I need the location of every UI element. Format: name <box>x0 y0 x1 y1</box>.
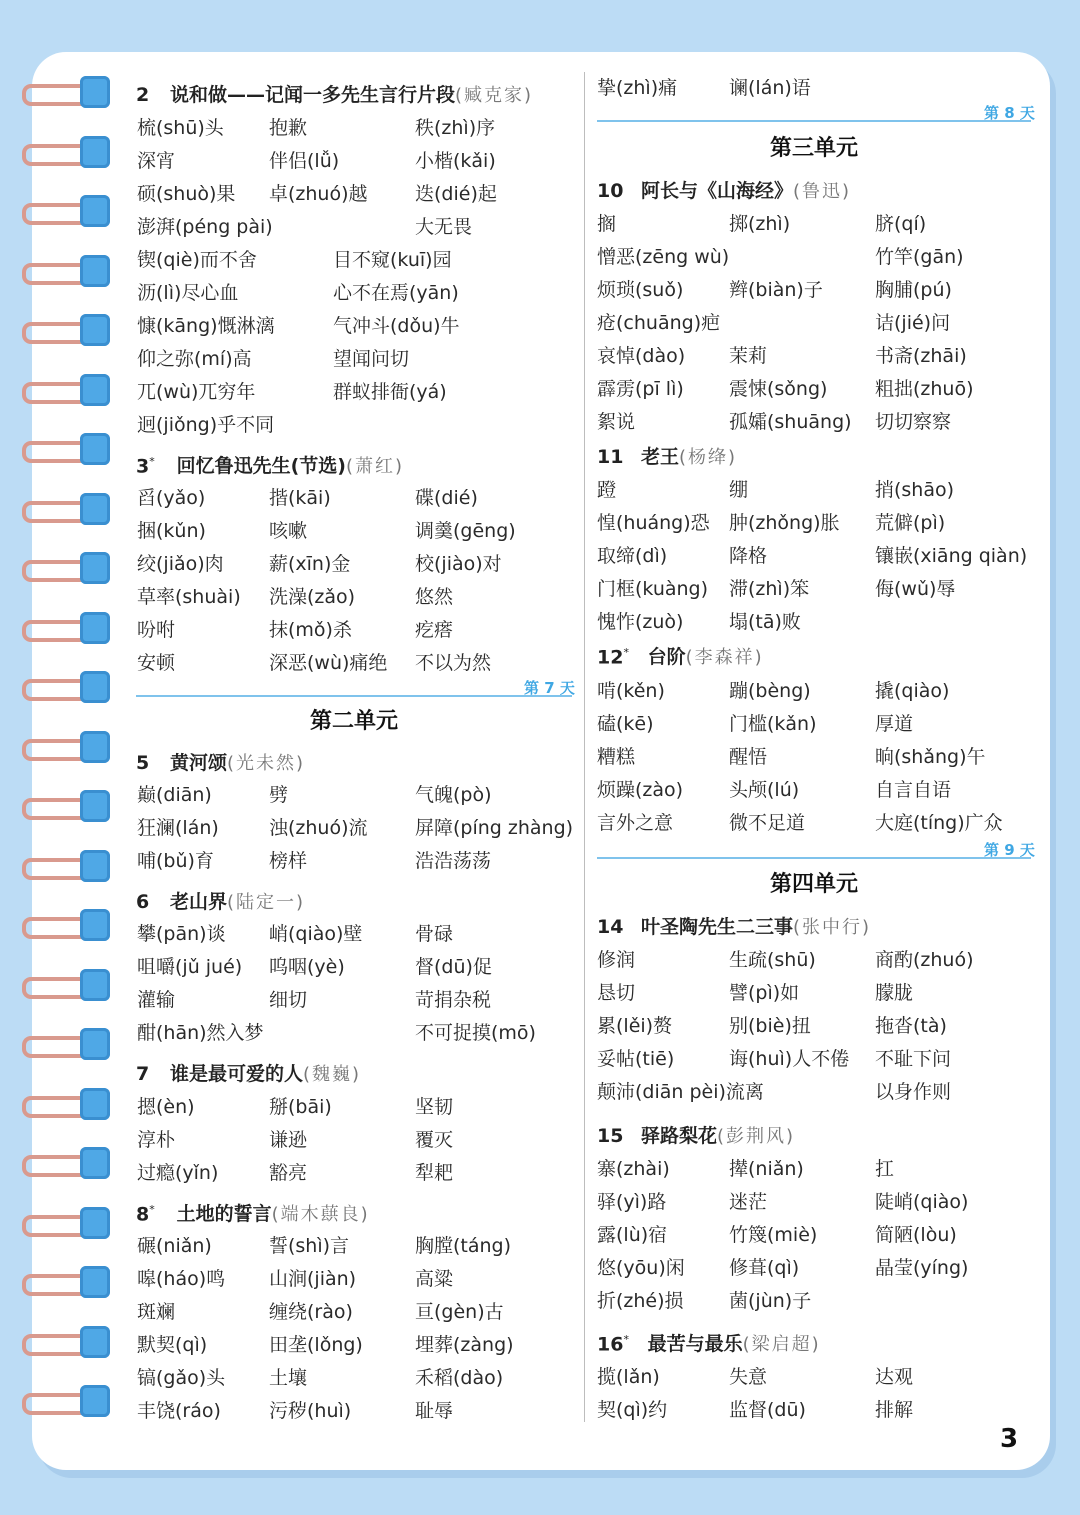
spiral-ring <box>22 671 110 705</box>
lesson-author: (臧克家) <box>455 85 534 106</box>
lesson-title: 阿长与《山海经》 <box>641 180 794 202</box>
lesson-heading <box>597 442 737 469</box>
vocab-word: 群蚁排衙(yá) <box>333 381 447 403</box>
vocab-word: 搁 <box>597 213 617 235</box>
vocab-word: 污秽(huì) <box>269 1400 352 1422</box>
lesson-author: (陆定一) <box>227 892 306 913</box>
vocab-word: 舀(yǎo) <box>137 487 206 509</box>
vocab-word: 草率(shuài) <box>137 586 241 608</box>
vocab-word: 高粱 <box>415 1268 454 1290</box>
spiral-ring <box>22 1385 110 1419</box>
vocab-word: 滞(zhì)笨 <box>729 578 810 600</box>
vocab-word: 自言自语 <box>875 779 952 801</box>
vocab-word: 默契(qì) <box>137 1334 208 1356</box>
vocab-word: 达观 <box>875 1366 914 1388</box>
vocab-word: 菌(jùn)子 <box>729 1290 812 1312</box>
vocab-word: 书斋(zhāi) <box>875 345 967 367</box>
vocab-word: 灌输 <box>137 989 176 1011</box>
lesson-number: 2 <box>136 84 150 106</box>
vocab-word: 头颅(lú) <box>729 779 800 801</box>
spiral-ring <box>22 314 110 348</box>
lesson-title: 谁是最可爱的人 <box>170 1063 304 1085</box>
vocab-word: 气冲斗(dǒu)牛 <box>333 315 460 337</box>
vocab-word: 不耻下问 <box>875 1048 952 1070</box>
spiral-ring <box>22 790 110 824</box>
vocab-word: 陡峭(qiào) <box>875 1191 969 1213</box>
lesson-heading <box>597 912 871 939</box>
vocab-word: 监督(dū) <box>729 1399 806 1421</box>
lesson-heading <box>136 451 404 478</box>
vocab-word: 排解 <box>875 1399 914 1421</box>
lesson-author: (张中行) <box>793 917 872 938</box>
vocab-word: 犁耙 <box>415 1162 454 1184</box>
vocab-word: 硕(shuò)果 <box>137 183 236 205</box>
vocab-word: 镐(gǎo)头 <box>137 1367 226 1389</box>
vocab-word: 掰(bāi) <box>269 1096 332 1118</box>
lesson-title: 最苦与最乐 <box>647 1333 743 1355</box>
vocab-word: 门框(kuàng) <box>597 578 709 600</box>
spiral-ring <box>22 850 110 884</box>
vocab-word: 迭(dié)起 <box>415 183 497 205</box>
vocab-word: 过瘾(yǐn) <box>137 1162 219 1184</box>
spiral-ring <box>22 1266 110 1300</box>
vocab-word: 诲(huì)人不倦 <box>729 1048 850 1070</box>
lesson-number: 11 <box>597 446 624 468</box>
vocab-word: 覆灭 <box>415 1129 454 1151</box>
vocab-word: 碾(niǎn) <box>137 1235 212 1257</box>
vocab-word: 悠(yōu)闲 <box>597 1257 685 1279</box>
vocab-word: 撬(qiào) <box>875 680 950 702</box>
vocab-word: 酣(hān)然入梦 <box>137 1022 264 1044</box>
vocab-word: 惶(huáng)恐 <box>597 512 710 534</box>
vocab-word: 别(biè)扭 <box>729 1015 811 1037</box>
vocab-word: 慷(kāng)慨淋漓 <box>137 315 275 337</box>
vocab-word: 辫(biàn)子 <box>729 279 823 301</box>
vocab-word: 塌(tā)败 <box>729 611 801 633</box>
vocab-word: 呜咽(yè) <box>269 956 345 978</box>
vocab-word: 大无畏 <box>415 216 473 238</box>
section-divider <box>597 857 1031 859</box>
vocab-word: 茉莉 <box>729 345 768 367</box>
lesson-title: 黄河颂 <box>170 752 228 774</box>
vocab-word: 挚(zhì)痛 <box>597 77 678 99</box>
vocab-word: 胸脯(pú) <box>875 279 952 301</box>
vocab-word: 啃(kěn) <box>597 680 665 702</box>
spiral-ring <box>22 1147 110 1181</box>
vocab-word: 絮说 <box>597 411 636 433</box>
vocab-word: 豁亮 <box>269 1162 308 1184</box>
vocab-word: 安顿 <box>137 652 176 674</box>
vocab-word: 浊(zhuó)流 <box>269 817 368 839</box>
spiral-ring <box>22 1088 110 1122</box>
vocab-word: 碟(dié) <box>415 487 478 509</box>
vocab-word: 洗澡(zǎo) <box>269 586 356 608</box>
spiral-ring <box>22 731 110 765</box>
vocab-word: 摁(èn) <box>137 1096 195 1118</box>
vocab-word: 抱歉 <box>269 117 308 139</box>
vocab-word: 蹦(bèng) <box>729 680 811 702</box>
vocab-word: 绞(jiǎo)肉 <box>137 553 224 575</box>
vocab-word: 拖沓(tà) <box>875 1015 947 1037</box>
spiral-ring <box>22 493 110 527</box>
vocab-word: 细切 <box>269 989 308 1011</box>
vocab-word: 糟糕 <box>597 746 636 768</box>
vocab-word: 镶嵌(xiāng qiàn) <box>875 545 1028 567</box>
lesson-title: 驿路梨花 <box>641 1125 718 1147</box>
vocab-word: 督(dū)促 <box>415 956 492 978</box>
vocab-word: 揩(kāi) <box>269 487 331 509</box>
vocab-word: 锲(qiè)而不舍 <box>137 249 257 271</box>
vocab-word: 巅(diān) <box>137 784 212 806</box>
spiral-ring <box>22 1028 110 1062</box>
vocab-word: 契(qì)约 <box>597 1399 668 1421</box>
vocab-word: 露(lù)宿 <box>597 1224 668 1246</box>
vocab-word: 累(lěi)赘 <box>597 1015 673 1037</box>
spiral-ring <box>22 552 110 586</box>
vocab-word: 侮(wǔ)辱 <box>875 578 956 600</box>
spiral-ring <box>22 909 110 943</box>
lesson-heading <box>136 1059 361 1086</box>
lesson-number: 5 <box>136 752 150 774</box>
vocab-word: 降格 <box>729 545 768 567</box>
vocab-word: 吩咐 <box>137 619 176 641</box>
vocab-word: 目不窥(kuī)园 <box>333 249 452 271</box>
vocab-word: 言外之意 <box>597 812 674 834</box>
lesson-heading <box>136 1199 370 1226</box>
vocab-word: 浩浩荡荡 <box>415 850 492 872</box>
section-divider <box>136 695 572 697</box>
vocab-word: 榜样 <box>269 850 308 872</box>
vocab-word: 坚韧 <box>415 1096 454 1118</box>
vocab-word: 抹(mǒ)杀 <box>269 619 352 641</box>
vocab-word: 亘(gèn)古 <box>415 1301 504 1323</box>
vocab-word: 朦胧 <box>875 982 914 1004</box>
spiral-ring <box>22 1326 110 1360</box>
vocab-word: 卓(zhuó)越 <box>269 183 368 205</box>
vocab-word: 竹竿(gān) <box>875 246 964 268</box>
spiral-ring <box>22 433 110 467</box>
lesson-heading <box>597 1329 821 1356</box>
vocab-word: 荒僻(pì) <box>875 512 946 534</box>
vocab-word: 以身作则 <box>875 1081 952 1103</box>
spiral-ring <box>22 136 110 170</box>
day-label: 第 7 天 <box>524 679 575 697</box>
vocab-word: 斑斓 <box>137 1301 176 1323</box>
vocab-word: 譬(pì)如 <box>729 982 800 1004</box>
vocab-word: 薪(xīn)金 <box>269 553 351 575</box>
lesson-author: (鲁迅) <box>793 181 852 202</box>
vocab-word: 捆(kǔn) <box>137 520 206 542</box>
vocab-word: 寨(zhài) <box>597 1158 670 1180</box>
vocab-word: 切切察察 <box>875 411 952 433</box>
vocab-word: 疮(chuāng)疤 <box>597 312 721 334</box>
vocab-word: 淳朴 <box>137 1129 176 1151</box>
vocab-word: 气魄(pò) <box>415 784 492 806</box>
vocab-word: 山涧(jiàn) <box>269 1268 357 1290</box>
lesson-title: 老王 <box>641 446 680 468</box>
lesson-number: 12* <box>597 645 629 668</box>
lesson-number: 14 <box>597 916 624 938</box>
vocab-word: 晶莹(yíng) <box>875 1257 969 1279</box>
unit-title: 第三单元 <box>769 136 858 161</box>
vocab-word: 深恶(wù)痛绝 <box>269 652 388 674</box>
vocab-word: 肿(zhǒng)胀 <box>729 512 840 534</box>
lesson-heading <box>597 642 764 669</box>
vocab-word: 恳切 <box>597 982 636 1004</box>
vocab-word: 修葺(qì) <box>729 1257 800 1279</box>
vocab-word: 心不在焉(yān) <box>333 282 459 304</box>
lesson-number: 7 <box>136 1063 150 1085</box>
vocab-word: 捎(shāo) <box>875 479 955 501</box>
lesson-author: (端木蕻良) <box>271 1204 370 1225</box>
vocab-word: 憎恶(zēng wù) <box>597 246 730 268</box>
vocab-word: 骨碌 <box>415 923 454 945</box>
vocab-word: 望闻问切 <box>333 348 410 370</box>
spiral-ring <box>22 612 110 646</box>
vocab-word: 晌(shǎng)午 <box>875 746 986 768</box>
vocab-word: 孤孀(shuāng) <box>729 411 852 433</box>
lesson-heading <box>136 748 305 775</box>
vocab-word: 秩(zhì)序 <box>415 117 496 139</box>
vocab-word: 劈 <box>269 784 289 806</box>
lesson-author: (萧红) <box>346 456 405 477</box>
vocab-word: 缠绕(rào) <box>269 1301 353 1323</box>
vocab-word: 誓(shì)言 <box>269 1235 350 1257</box>
vocab-word: 沥(lì)尽心血 <box>137 282 239 304</box>
vocab-word: 脐(qí) <box>875 213 927 235</box>
vocab-word: 梳(shū)头 <box>137 117 224 139</box>
column-divider <box>584 72 585 1422</box>
lesson-number: 6 <box>136 891 150 913</box>
vocab-word: 诘(jié)问 <box>875 312 951 334</box>
vocab-word: 土壤 <box>269 1367 308 1389</box>
vocab-word: 调羹(gēng) <box>415 520 516 542</box>
vocab-word: 迥(jiǒng)乎不同 <box>137 414 275 436</box>
lesson-number: 8* <box>136 1202 155 1225</box>
lesson-title: 台阶 <box>647 646 686 668</box>
vocab-word: 失意 <box>729 1366 768 1388</box>
vocab-word: 驿(yì)路 <box>597 1191 667 1213</box>
vocab-word: 哀悼(dào) <box>597 345 686 367</box>
vocab-word: 咀嚼(jǔ jué) <box>137 956 243 978</box>
lesson-heading <box>136 887 305 914</box>
vocab-word: 深宵 <box>137 150 176 172</box>
vocab-word: 竹篾(miè) <box>729 1224 818 1246</box>
spiral-ring <box>22 969 110 1003</box>
vocab-word: 粗拙(zhuō) <box>875 378 974 400</box>
vocab-word: 烦躁(zào) <box>597 779 684 801</box>
lesson-author: (魏巍) <box>303 1064 362 1085</box>
section-divider <box>597 120 1031 122</box>
vocab-word: 揽(lǎn) <box>597 1366 660 1388</box>
vocab-word: 嗥(háo)鸣 <box>137 1268 226 1290</box>
vocab-word: 震悚(sǒng) <box>729 378 828 400</box>
vocab-word: 澎湃(péng pài) <box>137 216 273 238</box>
vocab-word: 愧怍(zuò) <box>597 611 684 633</box>
vocab-word: 小楷(kǎi) <box>415 150 496 172</box>
vocab-word: 厚道 <box>875 713 914 735</box>
vocab-word: 悠然 <box>415 586 454 608</box>
vocab-word: 不可捉摸(mō) <box>415 1022 536 1044</box>
lesson-author: (彭荆风) <box>717 1126 796 1147</box>
lesson-heading <box>597 176 851 203</box>
lesson-title: 说和做——记闻一多先生言行片段 <box>170 84 456 106</box>
lesson-heading <box>136 80 533 107</box>
lesson-title: 回忆鲁迅先生(节选) <box>176 455 346 477</box>
spiral-ring <box>22 374 110 408</box>
vocab-word: 不以为然 <box>415 652 492 674</box>
vocab-word: 狂澜(lán) <box>137 817 219 839</box>
vocab-word: 修润 <box>597 949 636 971</box>
vocab-word: 简陋(lòu) <box>875 1224 957 1246</box>
vocab-word: 烦琐(suǒ) <box>597 279 684 301</box>
vocab-word: 门槛(kǎn) <box>729 713 817 735</box>
vocab-word: 绷 <box>729 479 749 501</box>
vocab-word: 掷(zhì) <box>729 213 791 235</box>
day-label: 第 9 天 <box>984 841 1035 859</box>
spiral-ring <box>22 1207 110 1241</box>
vocab-word: 屏障(píng zhàng) <box>415 817 574 839</box>
lesson-number: 15 <box>597 1125 624 1147</box>
vocab-word: 谦逊 <box>269 1129 308 1151</box>
vocab-word: 咳嗽 <box>269 520 308 542</box>
lesson-author: (梁启超) <box>742 1334 821 1355</box>
vocab-word: 霹雳(pī lì) <box>597 378 684 400</box>
vocab-word: 伴侣(lǚ) <box>269 150 340 172</box>
vocab-word: 撵(niǎn) <box>729 1158 804 1180</box>
vocab-word: 苛捐杂税 <box>415 989 492 1011</box>
unit-title: 第四单元 <box>769 872 858 897</box>
vocab-word: 丰饶(ráo) <box>137 1400 221 1422</box>
vocab-word: 商酌(zhuó) <box>875 949 974 971</box>
spiral-ring <box>22 255 110 289</box>
page-number: 3 <box>1000 1424 1019 1454</box>
vocab-word: 谰(lán)语 <box>729 77 811 99</box>
vocab-word: 哺(bǔ)育 <box>137 850 214 872</box>
vocab-word: 微不足道 <box>729 812 806 834</box>
lesson-title: 土地的誓言 <box>176 1203 272 1225</box>
lesson-heading <box>597 1121 795 1148</box>
vocab-word: 磕(kē) <box>597 713 654 735</box>
spiral-ring <box>22 76 110 110</box>
vocab-word: 禾稻(dào) <box>415 1367 504 1389</box>
vocab-word: 醒悟 <box>729 746 768 768</box>
vocab-word: 取缔(dì) <box>597 545 668 567</box>
lesson-number: 10 <box>597 180 624 202</box>
lesson-number: 3* <box>136 454 155 477</box>
vocab-word: 仰之弥(mí)高 <box>137 348 252 370</box>
vocab-word: 耻辱 <box>415 1400 454 1422</box>
vocab-word: 胸膛(táng) <box>415 1235 512 1257</box>
vocab-word: 疙瘩 <box>415 619 454 641</box>
vocab-word: 埋葬(zàng) <box>415 1334 514 1356</box>
vocab-word: 折(zhé)损 <box>597 1290 684 1312</box>
vocab-word: 蹬 <box>597 479 617 501</box>
vocab-word: 兀(wù)兀穷年 <box>137 381 256 403</box>
vocab-word: 扛 <box>875 1158 895 1180</box>
vocab-word: 妥帖(tiē) <box>597 1048 675 1070</box>
spiral-ring <box>22 195 110 229</box>
vocab-word: 迷茫 <box>729 1191 768 1213</box>
unit-title: 第二单元 <box>309 709 398 734</box>
lesson-author: (光未然) <box>227 753 306 774</box>
vocab-word: 颠沛(diān pèi)流离 <box>597 1081 764 1103</box>
day-label: 第 8 天 <box>984 104 1035 122</box>
lesson-title: 叶圣陶先生二三事 <box>641 916 794 938</box>
vocab-word: 大庭(tíng)广众 <box>875 812 1003 834</box>
vocab-word: 攀(pān)谈 <box>137 923 226 945</box>
lesson-title: 老山界 <box>170 891 228 913</box>
vocab-word: 峭(qiào)壁 <box>269 923 363 945</box>
vocab-word: 生疏(shū) <box>729 949 816 971</box>
lesson-author: (李森祥) <box>685 647 764 668</box>
lesson-author: (杨绛) <box>679 447 738 468</box>
vocab-word: 校(jiào)对 <box>415 553 502 575</box>
lesson-number: 16* <box>597 1332 629 1355</box>
vocab-word: 田垄(lǒng) <box>269 1334 363 1356</box>
